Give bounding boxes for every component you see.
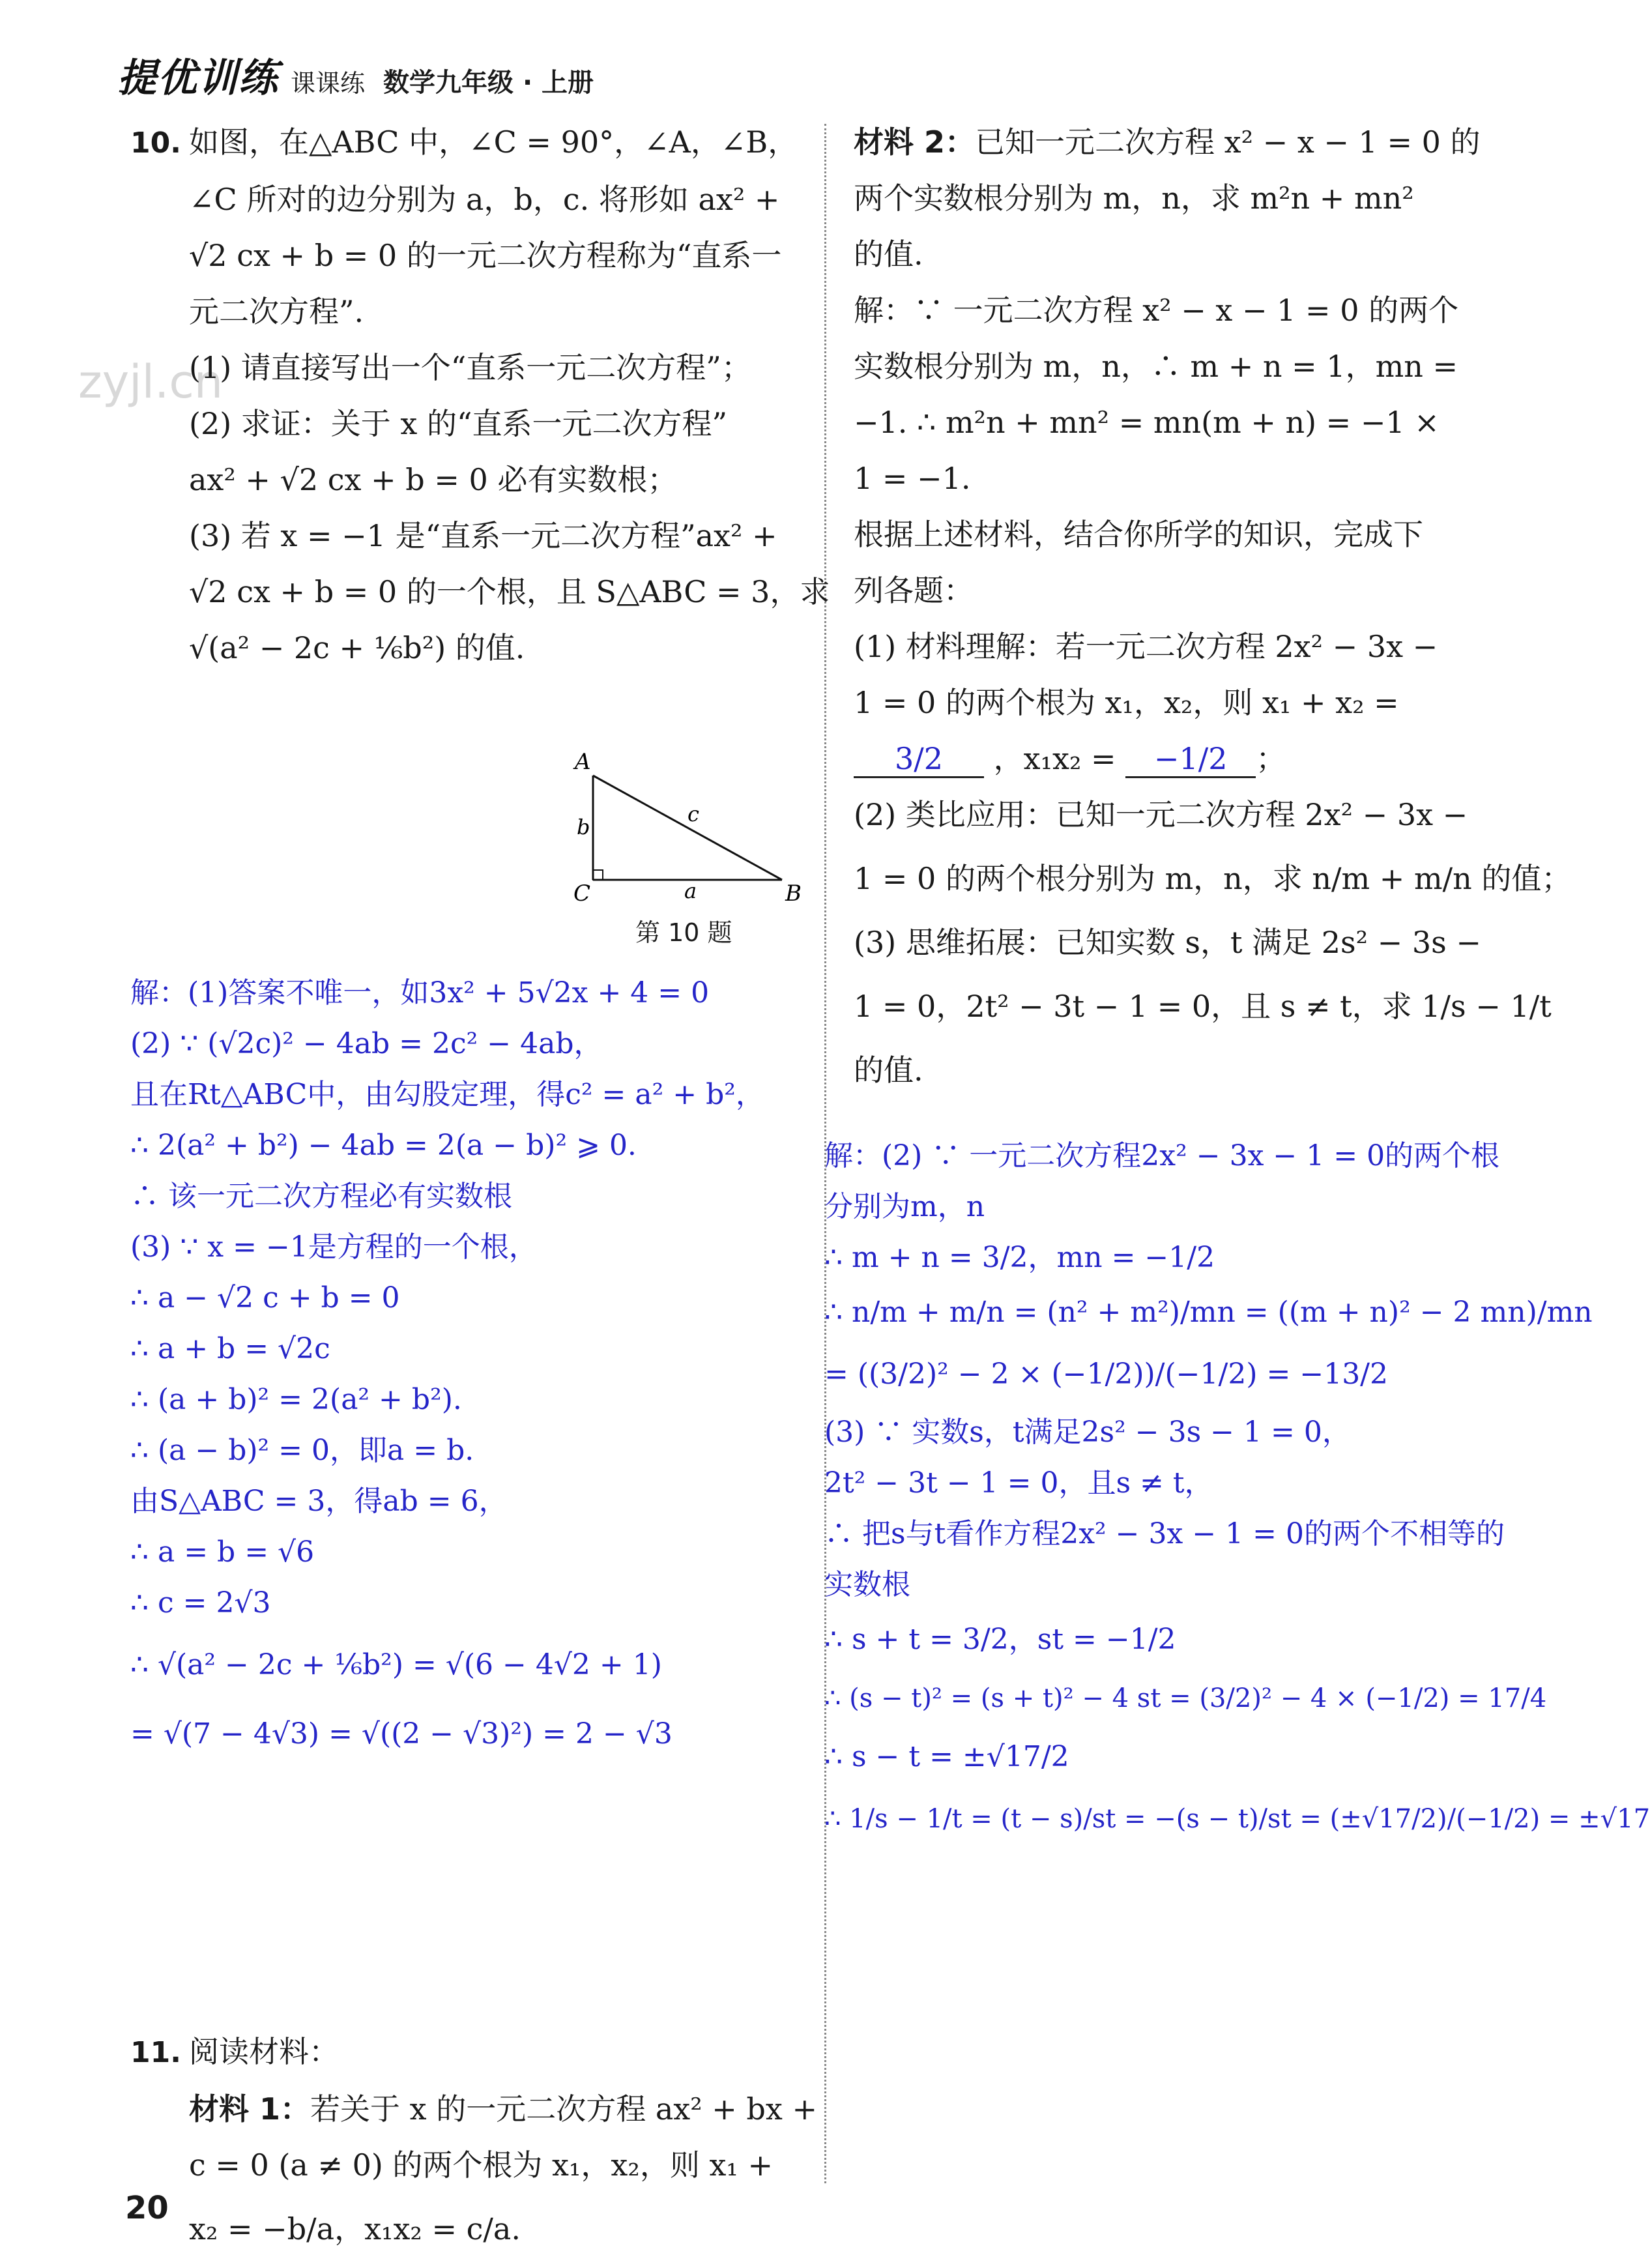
vertex-a-label: A	[575, 749, 591, 775]
q11-solution-10: ∴ s + t = 3/2，st = −1/2	[824, 1623, 1176, 1656]
material2-line-4: 解：∵ 一元二次方程 x² − x − 1 = 0 的两个	[854, 293, 1459, 328]
q10-part-3b: √2 cx + b = 0 的一个根，且 S△ABC = 3，求	[189, 574, 830, 609]
q10-solution-11: 由S△ABC = 3，得ab = 6，	[130, 1485, 508, 1518]
book-title: 数学九年级 · 上册	[383, 68, 594, 98]
side-c-label: c	[688, 802, 699, 826]
q10-solution-12: ∴ a = b = √6	[130, 1535, 315, 1569]
side-a-label: a	[684, 879, 697, 903]
q11-solution-12: ∴ s − t = ±√17/2	[824, 1740, 1069, 1773]
material2-line-5: 实数根分别为 m，n，∴ m + n = 1，mn =	[854, 349, 1458, 384]
q10-line-1: 10. 如图，在△ABC 中，∠C = 90°，∠A，∠B，	[130, 114, 802, 171]
q11-part-3b: 1 = 0，2t² − 3t − 1 = 0，且 s ≠ t，求 1/s − 1/t	[854, 989, 1552, 1024]
q11-solution-7: 2t² − 3t − 1 = 0，且s ≠ t，	[824, 1466, 1213, 1500]
brand-title: 提优训练	[117, 55, 279, 101]
q10-solution-1: 解：(1)答案不唯一，如3x² + 5√2x + 4 = 0	[130, 976, 710, 1010]
q10-solution-4: ∴ 2(a² + b²) − 4ab = 2(a − b)² ⩾ 0.	[130, 1129, 637, 1162]
q10-solution-6: (3) ∵ x = −1是方程的一个根，	[130, 1230, 538, 1264]
q10-solution-7: ∴ a − √2 c + b = 0	[130, 1281, 400, 1315]
q11-part-3: (3) 思维拓展：已知实数 s，t 满足 2s² − 3s −	[854, 925, 1481, 960]
q11-title: 11. 阅读材料：	[130, 2024, 817, 2081]
q10-solution-14: ∴ √(a² − 2c + ⅙b²) = √(6 − 4√2 + 1)	[130, 1648, 662, 1681]
q10-solution-13: ∴ c = 2√3	[130, 1586, 271, 1620]
material2-line-3: 的值.	[854, 237, 923, 272]
material2-line-1: 材料 2：已知一元二次方程 x² − x − 1 = 0 的	[854, 124, 1481, 160]
q11-solution-3: ∴ m + n = 3/2，mn = −1/2	[824, 1241, 1215, 1274]
q11-part-1-answers: 3/2 ，x₁x₂ = −1/2 ；	[854, 731, 1525, 787]
q10-number: 10.	[130, 126, 181, 160]
brand-subtitle: 课课练	[291, 69, 366, 98]
q10-solution-3: 且在Rt△ABC中，由勾股定理，得c² = a² + b²，	[130, 1078, 764, 1111]
q11-number: 11.	[130, 2036, 181, 2069]
q11-solution-13: ∴ 1/s − 1/t = (t − s)/st = −(s − t)/st = (±√17/2)/(−1/2) = ±√17	[824, 1804, 1650, 1834]
page-header	[117, 44, 594, 103]
q10-solution-10: ∴ (a − b)² = 0，即a = b.	[130, 1434, 474, 1467]
q10-part-1: (1) 请直接写出一个“直系一元二次方程”；	[189, 350, 751, 385]
q10-line-4: 元二次方程”.	[189, 294, 364, 329]
q11-material1-line-2: c = 0 (a ≠ 0) 的两个根为 x₁，x₂，则 x₁ +	[189, 2147, 773, 2183]
q10-part-2b: ax² + √2 cx + b = 0 必有实数根；	[189, 462, 678, 497]
q10-line-2: ∠C 所对的边分别为 a，b，c. 将形如 ax² +	[189, 182, 780, 217]
q10-solution-8: ∴ a + b = √2c	[130, 1332, 330, 1365]
answer-sum: 3/2	[854, 741, 984, 778]
watermark: zyjl.cn	[78, 355, 224, 409]
side-b-label: b	[577, 815, 590, 839]
q11-material1-line-1: 材料 1：若关于 x 的一元二次方程 ax² + bx +	[189, 2091, 817, 2127]
q10-part-2: (2) 求证：关于 x 的“直系一元二次方程”	[189, 406, 728, 441]
q10-solution-9: ∴ (a + b)² = 2(a² + b²).	[130, 1383, 462, 1416]
material2-line-7: 1 = −1.	[854, 461, 971, 496]
q11-part-1: (1) 材料理解：若一元二次方程 2x² − 3x −	[854, 629, 1438, 664]
q11-solution-2: 分别为m，n	[824, 1190, 985, 1223]
page-number: 20	[125, 2190, 169, 2226]
answer-product: −1/2	[1125, 741, 1256, 778]
material2-line-6: −1. ∴ m²n + mn² = mn(m + n) = −1 ×	[854, 405, 1440, 440]
q11-material1-line-3: x₂ = −b/a，x₁x₂ = c/a.	[189, 2211, 521, 2246]
right-column	[824, 114, 1650, 1834]
figure-caption: 第 10 题	[635, 918, 732, 947]
q10-solution-5: ∴ 该一元二次方程必有实数根	[130, 1180, 512, 1213]
q11-solution-1: 解：(2) ∵ 一元二次方程2x² − 3x − 1 = 0的两个根	[824, 1139, 1500, 1172]
q10-solution-15: = √(7 − 4√3) = √((2 − √3)²) = 2 − √3	[130, 1717, 673, 1751]
q11-solution-11: ∴ (s − t)² = (s + t)² − 4 st = (3/2)² − 4 × (−1/2) = 17/4	[824, 1683, 1547, 1713]
q11-solution-8: ∴ 把s与t看作方程2x² − 3x − 1 = 0的两个不相等的	[824, 1517, 1505, 1550]
q11-solution-4: ∴ n/m + m/n = (n² + m²)/mn = ((m + n)² − 2 mn)/mn	[824, 1296, 1593, 1329]
q11-solution-6: (3) ∵ 实数s，t满足2s² − 3s − 1 = 0，	[824, 1416, 1351, 1449]
q10-part-3c: √(a² − 2c + ⅙b²) 的值.	[189, 630, 525, 665]
q11-part-2: (2) 类比应用：已知一元二次方程 2x² − 3x −	[854, 797, 1468, 832]
material2-line-2: 两个实数根分别为 m，n，求 m²n + mn²	[854, 181, 1414, 216]
q11-part-1b: 1 = 0 的两个根为 x₁，x₂，则 x₁ + x₂ =	[854, 685, 1399, 720]
vertex-c-label: C	[573, 880, 591, 907]
q10-part-3: (3) 若 x = −1 是“直系一元二次方程”ax² +	[189, 518, 777, 553]
q11-part-2b: 1 = 0 的两个根分别为 m，n，求 n/m + m/n 的值；	[854, 861, 1572, 896]
q11-solution-5: = ((3/2)² − 2 × (−1/2))/(−1/2) = −13/2	[824, 1358, 1389, 1391]
q11-solution-9: 实数根	[824, 1568, 910, 1601]
material2-line-9: 列各题：	[854, 573, 974, 608]
q10-line-3: √2 cx + b = 0 的一元二次方程称为“直系一	[189, 238, 782, 273]
material2-line-8: 根据上述材料，结合你所学的知识，完成下	[854, 517, 1423, 552]
q10-solution-2: (2) ∵ (√2c)² − 4ab = 2c² − 4ab，	[130, 1027, 603, 1060]
vertex-b-label: B	[785, 880, 802, 907]
q11-part-3c: 的值.	[854, 1053, 923, 1088]
